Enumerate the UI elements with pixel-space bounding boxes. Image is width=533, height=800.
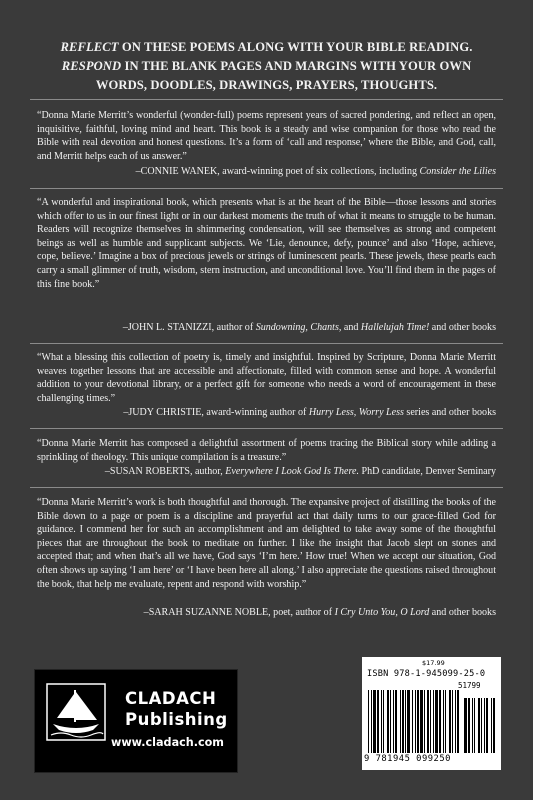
barcode-bar bbox=[415, 690, 416, 753]
headline-line-1-rest: ON THESE POEMS ALONG WITH YOUR BIBLE READING. bbox=[118, 40, 473, 54]
addon-bar bbox=[468, 698, 470, 753]
barcode-bar bbox=[420, 690, 423, 753]
endorsement-attribution bbox=[37, 406, 496, 420]
attribution-title: Sundowning, Chants, bbox=[255, 322, 342, 333]
ship-icon bbox=[45, 682, 107, 742]
divider bbox=[30, 428, 503, 429]
publisher-url: www.cladach.com bbox=[111, 736, 224, 749]
barcode-bar bbox=[455, 690, 456, 753]
barcode-bar bbox=[452, 690, 453, 753]
addon-bar bbox=[491, 698, 492, 753]
barcode-bar bbox=[373, 690, 376, 753]
endorsement-attribution bbox=[37, 606, 496, 620]
attribution-text: and other books bbox=[429, 322, 496, 333]
endorsement-quote: “Donna Marie Merritt’s wonderful (wonder-full) poems represent years of sacred pondering, and reflect an open, inquisitive, faithful, loving mind and heart. This book is a steady and wise companion for those who read the Bible with real devotion and honest questions. It’s a form of ‘call and response,’ where the Bible, and God, call, and Merritt helps each of us answer.” bbox=[37, 110, 496, 162]
endorsement-attribution bbox=[37, 165, 496, 179]
addon-bar bbox=[486, 698, 488, 753]
attribution-text: –JUDY CHRISTIE, award-winning author of bbox=[123, 407, 309, 418]
attribution-text: series and other books bbox=[403, 407, 496, 418]
attribution-text: –CONNIE WANEK, award-winning poet of six collections, including bbox=[135, 166, 420, 177]
divider bbox=[30, 99, 503, 100]
barcode-bar bbox=[435, 690, 438, 753]
barcode-bar bbox=[457, 690, 459, 753]
endorsement-quote: “Donna Marie Merritt has composed a delightful assortment of poems tracing the Biblical story while adding a sprinkling of theology. This unique compilation is a treasure.” bbox=[37, 438, 496, 463]
attribution-text: –JOHN L. STANIZZI, author of bbox=[122, 322, 256, 333]
barcode-bar bbox=[443, 690, 444, 753]
barcode-bar bbox=[390, 690, 391, 753]
barcode-bar bbox=[430, 690, 431, 753]
addon-bar bbox=[484, 698, 485, 753]
headline-respond: RESPOND bbox=[61, 59, 122, 73]
publisher-logo bbox=[34, 669, 238, 773]
barcode-bars bbox=[366, 690, 497, 755]
barcode-bar bbox=[383, 690, 384, 753]
endorsement-attribution bbox=[37, 465, 496, 479]
barcode-bar bbox=[439, 690, 441, 753]
divider bbox=[30, 487, 503, 488]
barcode-bar bbox=[393, 690, 394, 753]
endorsement-quote: “What a blessing this collection of poetry is, timely and insightful. Inspired by Scripture, Donna Marie Merritt weaves together lessons that are accessible and affectionate, filled with common sense and hope. A wonderful addition to your devotional library, or a perfect gift for someone who needs a word of encouragement in these challenging times.” bbox=[37, 352, 496, 404]
addon-bar bbox=[481, 698, 482, 753]
attribution-title: I Cry Unto You, O Lord bbox=[334, 607, 430, 618]
barcode-bar bbox=[424, 690, 425, 753]
isbn-text: ISBN 978-1-945099-25-0 bbox=[367, 669, 486, 679]
barcode-bar bbox=[395, 690, 397, 753]
addon-bar bbox=[493, 698, 495, 753]
barcode-bar bbox=[381, 690, 382, 753]
headline-line-3: WORDS, DOODLES, DRAWINGS, PRAYERS, THOUGHTS. bbox=[95, 78, 438, 92]
publisher-name-line-1: CLADACH bbox=[125, 689, 217, 708]
publisher-name-line-2: Publishing bbox=[125, 710, 228, 729]
barcode-bar bbox=[407, 690, 410, 753]
barcode-bar bbox=[377, 690, 379, 753]
barcode-bar bbox=[368, 690, 369, 753]
price: $17.99 bbox=[422, 659, 445, 667]
attribution-text: and bbox=[341, 322, 361, 333]
barcode-bar bbox=[371, 690, 372, 753]
addon-bar bbox=[472, 698, 473, 753]
barcode-bar bbox=[405, 690, 406, 753]
endorsement-attribution bbox=[37, 321, 496, 335]
addon-bar bbox=[464, 698, 467, 753]
headline-line-2-rest: IN THE BLANK PAGES AND MARGINS WITH YOUR OWN bbox=[121, 59, 472, 73]
publisher-name bbox=[125, 688, 228, 730]
divider bbox=[30, 343, 503, 344]
attribution-title: Hallelujah Time! bbox=[360, 322, 430, 333]
headline-line-2 bbox=[26, 57, 507, 76]
endorsement-quote: “A wonderful and inspirational book, which presents what is at the heart of the Bible—those lessons and stories which offer to us in our finest light or in our darkest moments the truth of what it means to struggle to be human. Readers will recognize themselves in shimmering condensation, will see themselves as strong and competent beings as well as humble and supplicant subjects. We ‘Lie, denounce, defy, pounce’ and also ‘Hope, achieve, cope, believe.’ Imagine a box of precious jewels or strings of luminescent pearls. These jewels, these pearls each carry a small glimmer of truth, wisdom, stern instruction, and unconditional love. You’ll find them in the pages of this fine book.” bbox=[37, 197, 496, 290]
barcode-bar bbox=[387, 690, 389, 753]
attribution-title: Everywhere I Look God Is There. bbox=[225, 466, 359, 477]
divider bbox=[30, 188, 503, 189]
headline-line-1 bbox=[26, 38, 507, 57]
attribution-text: –SUSAN ROBERTS, author, bbox=[104, 466, 226, 477]
addon-digits: 51799 bbox=[458, 681, 481, 690]
addon-bar bbox=[478, 698, 480, 753]
addon-bar bbox=[474, 698, 475, 753]
endorsement-quote: “Donna Marie Merritt’s work is both thoughtful and thorough. The expansive project of distilling the books of the Bible down to a page or poem is a discipline and prayerful act that daily turns to our grace-filled God for guidance. I commend her for such an accomplishment and am delighted to take away some of the thoughtful pieces that are throughout the book to meditate on further. I like the insight that Jacob slept on stones and accepted that; and when that’s all we have, God says ‘I’m here.’ How true! When we accept our situation, God often shows up saying ‘I am here’ or ‘I have been here all along.’ I also appreciate the questions raised throughout the book, that help me evaluate, repent and respond with worship.” bbox=[37, 497, 496, 590]
attribution-title: Hurry Less, Worry Less bbox=[308, 407, 404, 418]
attribution-text: and other books bbox=[429, 607, 496, 618]
barcode-bar bbox=[412, 690, 413, 753]
barcode-bar bbox=[449, 690, 451, 753]
ean-digits: 9 781945 099250 bbox=[364, 754, 451, 764]
barcode-bar bbox=[402, 690, 404, 753]
headline-reflect: REFLECT bbox=[60, 40, 119, 54]
barcode-bar bbox=[445, 690, 446, 753]
barcode-bar bbox=[433, 690, 434, 753]
headline bbox=[26, 38, 507, 95]
attribution-text: –SARAH SUZANNE NOBLE, poet, author of bbox=[143, 607, 335, 618]
isbn-barcode bbox=[362, 657, 501, 770]
attribution-title: Consider the Lilies bbox=[419, 166, 496, 177]
barcode-bar bbox=[427, 690, 429, 753]
barcode-bar bbox=[417, 690, 419, 753]
attribution-text: PhD candidate, Denver Seminary bbox=[359, 466, 496, 477]
barcode-bar bbox=[400, 690, 401, 753]
